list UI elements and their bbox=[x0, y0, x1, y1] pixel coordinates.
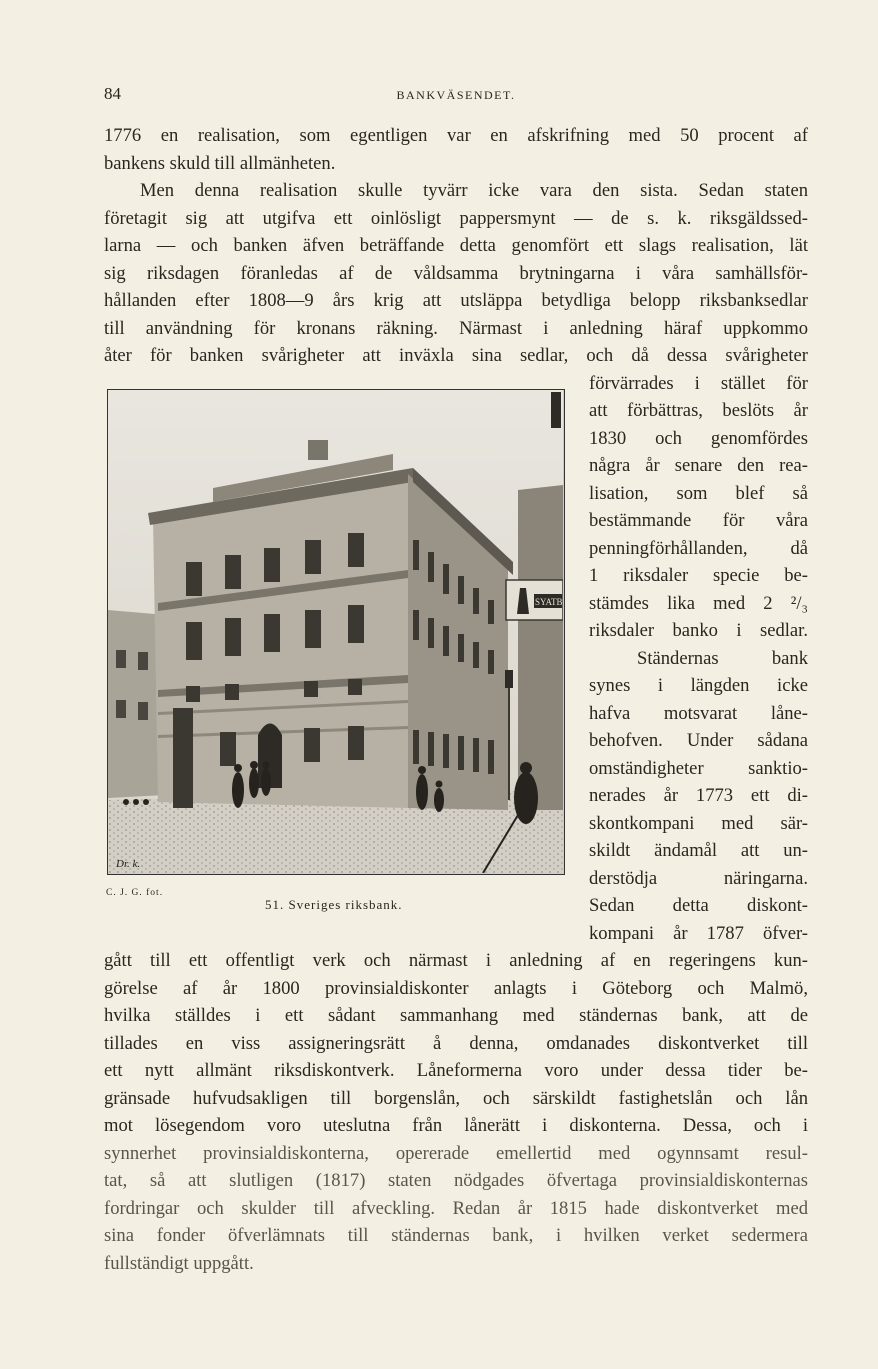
text-line: Sedan detta diskont- bbox=[589, 895, 808, 916]
page-header bbox=[104, 84, 808, 108]
text-line: gränsade hufvudsakligen till borgenslån, och särskildt fastighetslån och lån bbox=[104, 1087, 808, 1109]
text-line: bestämmande för våra bbox=[589, 510, 808, 531]
text-line: gått till ett offentligt verk och närmast i anledning af en regeringens kun- bbox=[104, 950, 808, 971]
engraver-signature: Dr. k. bbox=[116, 858, 141, 870]
text-line: Ständernas bank bbox=[637, 647, 808, 669]
text-line: nerades år 1773 ett di- bbox=[589, 785, 808, 806]
text-line: fordringar och skulder till afveckling. Redan år 1815 hade diskontverket med bbox=[104, 1197, 808, 1219]
text-line: fullständigt uppgått. bbox=[104, 1252, 254, 1274]
running-title: BANKVÄSENDET. bbox=[396, 88, 516, 102]
text-line: bankens skuld till allmänheten. bbox=[104, 152, 336, 174]
text-line: skontkompani med sär- bbox=[589, 812, 808, 834]
text-line: synes i längden icke bbox=[589, 675, 808, 696]
page-number: 84 bbox=[104, 84, 121, 103]
text-line: sina fonder öfverlämnats till ständernas bank, i hvilken verket sedermera bbox=[104, 1225, 808, 1246]
shop-sign-text: SYATB bbox=[535, 597, 563, 607]
text-line: hållanden efter 1808—9 års krig att utsläppa betydliga belopp riksbanksedlar bbox=[104, 290, 808, 311]
text-line: görelse af år 1800 provinsialdiskonter anlagts i Göteborg och Malmö, bbox=[104, 977, 808, 999]
text-line: hafva motsvarat låne- bbox=[589, 702, 808, 724]
text-line: Men denna realisation skulle tyvärr icke vara den sista. Sedan staten bbox=[140, 180, 808, 201]
text-line: derstödja näringarna. bbox=[589, 867, 808, 889]
building-drawing bbox=[108, 390, 563, 873]
text-line: skildt ändamål att un- bbox=[589, 840, 808, 861]
text-line: stämdes lika med 2 ²/₃ bbox=[589, 592, 808, 614]
text-line: 1 riksdaler specie be- bbox=[589, 565, 808, 586]
text-line: larna — och banken äfven beträffande detta genomfört ett slags realisation, lät bbox=[104, 235, 808, 256]
text-line: kompani år 1787 öfver- bbox=[589, 922, 808, 944]
text-line: 1776 en realisation, som egentligen var en afskrifning med 50 procent af bbox=[104, 125, 808, 146]
text-line: 1830 och genomfördes bbox=[589, 427, 808, 449]
text-line: sig riksdagen föranledas af de våldsamma brytningarna i våra samhällsför- bbox=[104, 262, 808, 284]
text-line: hvilka ställdes i ett sådant sammanhang med ständernas bank, att de bbox=[104, 1005, 808, 1026]
text-line: riksdaler banko i sedlar. bbox=[589, 620, 808, 641]
text-line: lisation, som blef så bbox=[589, 482, 808, 504]
text-line: tillades en viss assigneringsrätt å denna, omdanades diskontverket till bbox=[104, 1032, 808, 1054]
text-line: mot lösegendom voro uteslutna från lånerätt i diskonterna. Dessa, och i bbox=[104, 1115, 808, 1136]
photo-credit: C. J. G. fot. bbox=[106, 888, 164, 898]
text-line: synnerhet provinsialdiskonterna, opererade emellertid med ogynnsamt resul- bbox=[104, 1142, 808, 1164]
text-line: företagit sig att utgifva ett oinlösligt pappersmynt — de s. k. riksgäldssed- bbox=[104, 207, 808, 229]
text-line: tat, så att slutligen (1817) staten nödgades öfvertaga provinsialdiskonternas bbox=[104, 1170, 808, 1191]
text-line: till användning för kronans räkning. Närmast i anledning häraf uppkommo bbox=[104, 317, 808, 339]
figure-caption: 51. Sveriges riksbank. bbox=[265, 897, 403, 912]
text-line: behofven. Under sådana bbox=[589, 730, 808, 751]
text-line: några år senare den rea- bbox=[589, 455, 808, 476]
text-line: åter för banken svårigheter att inväxla sina sedlar, och då dessa svårigheter bbox=[104, 345, 808, 366]
text-line: att förbättras, beslöts år bbox=[589, 400, 808, 421]
text-line: ett nytt allmänt riksdiskontverk. Låneformerna voro under dessa tider be- bbox=[104, 1060, 808, 1081]
text-line: omständigheter sanktio- bbox=[589, 757, 808, 779]
riksbank-illustration bbox=[107, 389, 565, 875]
text-line: penningförhållanden, då bbox=[589, 537, 808, 559]
text-line: förvärrades i stället för bbox=[589, 372, 808, 394]
